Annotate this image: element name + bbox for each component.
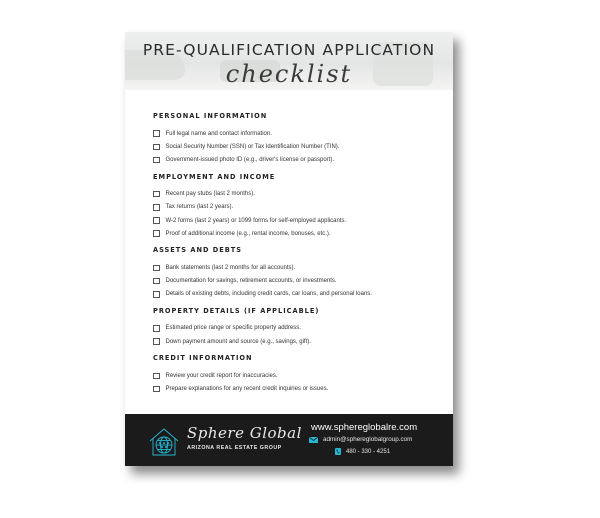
- checklist-item[interactable]: [153, 214, 443, 227]
- checklist-item[interactable]: [153, 335, 443, 348]
- item-label: W-2 forms (last 2 years) or 1099 forms for self-employed applicants.: [165, 217, 347, 224]
- phone-icon: [335, 448, 341, 455]
- item-label: Down payment amount and source (e.g., savings, gift).: [165, 338, 311, 345]
- item-label: Prepare explanations for any recent credit inquiries or issues.: [165, 386, 329, 393]
- checkbox[interactable]: [153, 144, 160, 151]
- item-label: Social Security Number (SSN) or Tax Identification Number (TIN).: [165, 143, 340, 150]
- checklist-item[interactable]: [153, 322, 443, 335]
- checklist-item[interactable]: [153, 382, 443, 395]
- item-label: Review your credit report for inaccuracies.: [165, 372, 278, 379]
- checklist-item[interactable]: [153, 201, 443, 214]
- checklist-item[interactable]: [153, 127, 443, 140]
- checkbox[interactable]: [153, 265, 160, 272]
- house-globe-logo-icon: [147, 426, 181, 458]
- checklist-page: [125, 32, 453, 466]
- item-label: Proof of additional income (e.g., rental income, bonuses, etc.).: [165, 230, 331, 237]
- item-label: Tax returns (last 2 years).: [165, 204, 234, 211]
- checkbox[interactable]: [153, 386, 160, 393]
- script-subtitle: checklist: [225, 60, 353, 88]
- section-heading: PROPERTY DETAILS (IF APPLICABLE): [153, 306, 320, 315]
- checkbox[interactable]: [153, 191, 160, 198]
- checkbox[interactable]: [153, 325, 160, 332]
- envelope-icon: [309, 437, 318, 443]
- website-link[interactable]: www.sphereglobalre.com: [311, 422, 418, 433]
- brand-name: Sphere Global: [187, 424, 302, 442]
- checklist-item[interactable]: [153, 261, 443, 274]
- checklist-item[interactable]: [153, 153, 443, 166]
- checklist-item[interactable]: [153, 369, 443, 382]
- item-label: Bank statements (last 2 months for all accounts).: [165, 264, 296, 271]
- checkbox[interactable]: [153, 373, 160, 380]
- checkbox[interactable]: [153, 338, 160, 345]
- checklist-item[interactable]: [153, 227, 443, 240]
- checkbox[interactable]: [153, 278, 160, 285]
- email-text: admin@sphereglobalgroup.com: [323, 436, 413, 443]
- checkbox[interactable]: [153, 157, 160, 164]
- footer-bar: [125, 414, 453, 466]
- email-contact[interactable]: [309, 436, 412, 443]
- checkbox[interactable]: [153, 291, 160, 298]
- item-label: Estimated price range or specific property address.: [165, 325, 301, 332]
- checklist-item[interactable]: [153, 140, 443, 153]
- checkbox[interactable]: [153, 204, 160, 211]
- item-label: Documentation for savings, retirement accounts, or investments.: [165, 278, 337, 285]
- phone-text: 480 - 330 - 4251: [346, 448, 391, 455]
- brand-tagline: ARIZONA REAL ESTATE GROUP: [187, 445, 282, 451]
- item-label: Full legal name and contact information.: [165, 130, 272, 137]
- item-label: Details of existing debts, including credit cards, car loans, and personal loans.: [165, 291, 372, 298]
- checklist-content: [153, 112, 443, 396]
- checkbox[interactable]: [153, 230, 160, 237]
- item-label: Government-issued photo ID (e.g., driver's license or passport).: [165, 156, 335, 163]
- checkbox[interactable]: [153, 130, 160, 137]
- page-title: PRE-QUALIFICATION APPLICATION: [142, 41, 436, 59]
- item-label: Recent pay stubs (last 2 months).: [165, 191, 255, 198]
- checklist-item[interactable]: [153, 275, 443, 288]
- section-heading: ASSETS AND DEBTS: [153, 246, 242, 255]
- checklist-item[interactable]: [153, 288, 443, 301]
- checkbox[interactable]: [153, 217, 160, 224]
- section-heading: PERSONAL INFORMATION: [153, 112, 268, 120]
- section-heading: EMPLOYMENT AND INCOME: [153, 172, 276, 181]
- phone-contact[interactable]: [335, 448, 390, 455]
- checklist-item[interactable]: [153, 188, 443, 201]
- section-heading: CREDIT INFORMATION: [153, 354, 253, 363]
